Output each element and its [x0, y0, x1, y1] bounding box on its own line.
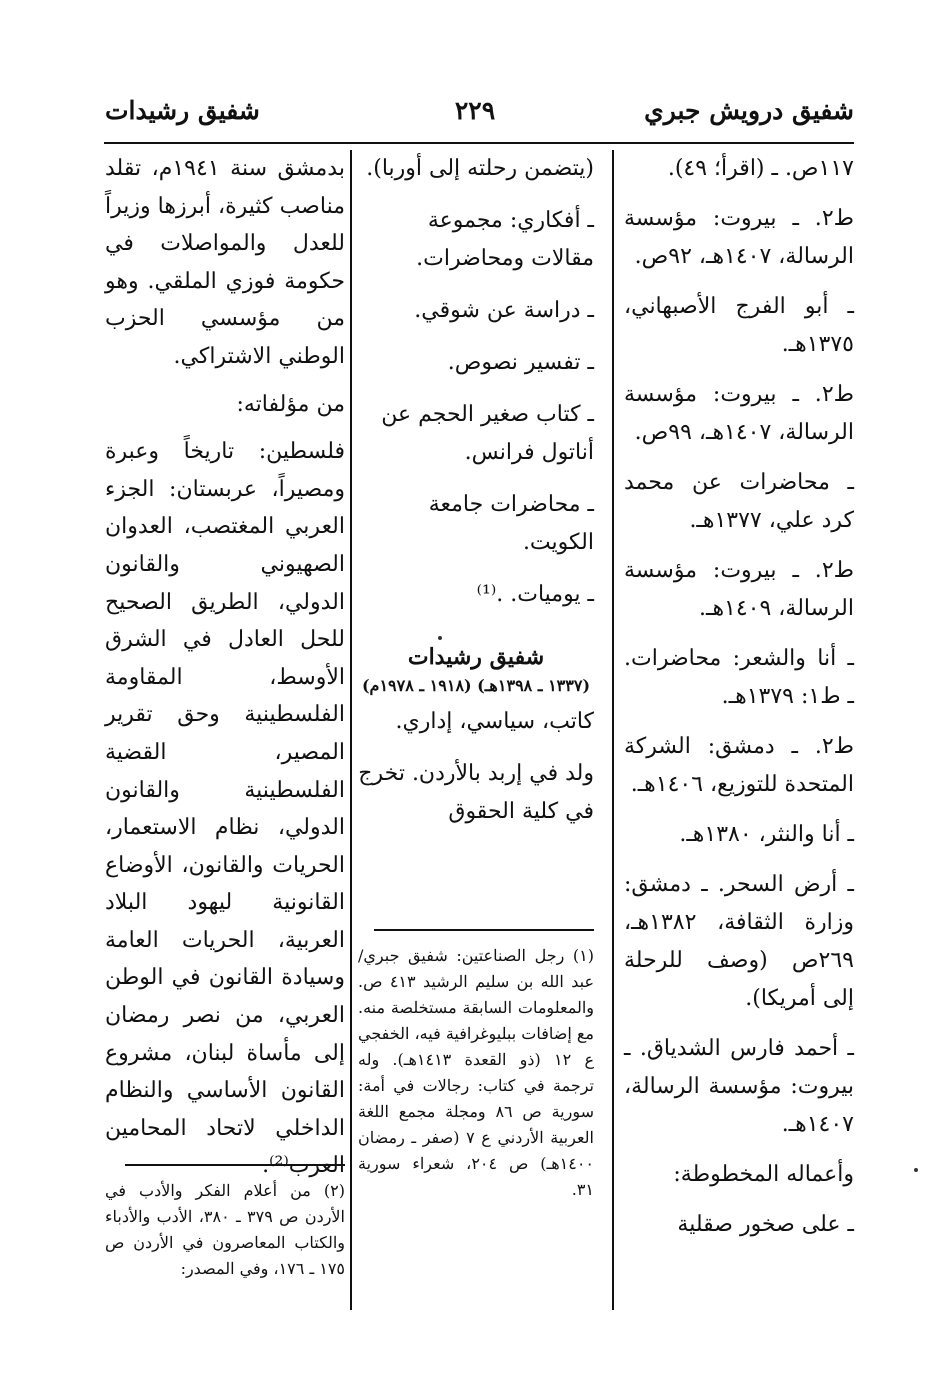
biography-title: شفيق رشيدات — [407, 644, 545, 670]
bib-entry: ـ أنا والشعر: محاضرات. ـ ط١: ١٣٧٩هـ. — [624, 646, 854, 709]
running-header-right: شفيق درويش جبري — [644, 96, 854, 125]
middle-footnote-block — [358, 915, 594, 1203]
scan-speck — [438, 636, 442, 640]
bib-entry: ـ محاضرات عن محمد كرد علي، ١٣٧٧هـ. — [624, 470, 854, 533]
bib-entry: ـ أبو الفرج الأصبهاني، ١٣٧٥هـ. — [624, 294, 854, 357]
biography-paragraph: بدمشق سنة ١٩٤١م، تقلد مناصب كثيرة، أبرزها وزيراً للعدل والمواصلات في حكومة فوزي الملقي. وهو من مؤسسي الحزب الوطني الاشتراكي. — [105, 156, 345, 369]
bib-entry: (يتضمن رحلته إلى أوربا). — [366, 156, 594, 181]
bib-entry: ـ أفكاري: مجموعة مقالات ومحاضرات. — [416, 208, 594, 271]
bib-entry: ط٢. ـ دمشق: الشركة المتحدة للتوزيع، ١٤٠٦هـ. — [624, 734, 854, 797]
bib-entry: ـ كتاب صغير الحجم عن أناتول فرانس. — [381, 402, 594, 465]
running-header-left: شفيق رشيدات — [105, 96, 260, 125]
bib-entry: ط٢. ـ بيروت: مؤسسة الرسالة، ١٤٠٧هـ، ٩٢ص. — [624, 206, 854, 269]
bib-entry: ١١٧ص. ـ (اقرأ؛ ٤٩). — [667, 156, 854, 181]
page-number: ٢٢٩ — [454, 96, 496, 125]
works-list: فلسطين: تاريخاً وعبرة ومصيراً، عربستان: الجزء العربي المغتصب، العدوان الصهيوني والقانون الدولي، الطريق الصحيح للحل العادل في الشرق الأوسط، المقاومة الفلسطينية وحق تقرير المصير، القضية الفلسطينية والقانون الدولي، نظام الاستعمار، الحريات والقانون، الأوضاع القانونية ليهود البلاد العربية، الحريات العامة وسيادة القانون في الوطن العربي، من نصر رمضان إلى مأساة لبنان، مشروع القانون الأساسي والنظام الداخلي لاتحاد المحامين العرب⁽²⁾. — [105, 439, 345, 1179]
header-rule — [104, 142, 854, 144]
bib-entry: ـ محاضرات جامعة الكويت. — [428, 492, 594, 555]
column-divider-left — [350, 150, 352, 1310]
bib-entry: ـ أحمد فارس الشدياق. ـ بيروت: مؤسسة الرسالة، ١٤٠٧هـ. — [624, 1036, 854, 1137]
left-footnote-block — [105, 1150, 345, 1282]
bib-entry: ـ أنا والنثر، ١٣٨٠هـ. — [679, 822, 854, 847]
bib-entry: ـ دراسة عن شوقي. — [414, 298, 594, 323]
bib-entry: ط٢. ـ بيروت: مؤسسة الرسالة، ١٤٠٩هـ. — [624, 558, 854, 621]
left-column — [105, 150, 345, 1195]
bib-entry: ـ يوميات. .⁽¹⁾ — [476, 582, 594, 607]
right-column — [624, 150, 854, 1256]
bib-entry: ـ على صخور صقلية — [677, 1212, 854, 1237]
footnote-rule — [125, 1164, 345, 1166]
footnote-rule — [374, 929, 594, 931]
bib-entry: ـ أرض السحر. ـ دمشق: وزارة الثقافة، ١٣٨٢هـ، ٢٦٩ص (وصف للرحلة إلى أمريكا). — [624, 872, 854, 1011]
column-divider-right — [612, 150, 614, 1310]
biography-paragraph: ولد في إربد بالأردن. تخرج في كلية الحقوق — [358, 761, 594, 824]
section-heading: وأعماله المخطوطة: — [673, 1162, 854, 1187]
footnote-2: (٢) من أعلام الفكر والأدب في الأردن ص ٣٧٩ ـ ٣٨٠، الأدب والأدباء والكتاب المعاصرون في الأردن ص ١٧٥ ـ ١٧٦، وفي المصدر: — [105, 1181, 346, 1278]
works-heading: من مؤلفاته: — [236, 391, 345, 417]
bib-entry: ـ تفسير نصوص. — [447, 350, 594, 375]
biography-paragraph: كاتب، سياسي، إداري. — [395, 709, 594, 734]
scan-speck — [914, 1168, 918, 1172]
footnote-1: (١) رجل الصناعتين: شفيق جبري/ عبد الله بن سليم الرشيد ٤١٣ ص. والمعلومات السابقة مستخلصة منه. مع إضافات ببليوغرافية فيه، الخفجي ع ١٢ (ذو القعدة ١٤١٣هـ). وله ترجمة في كتاب: رجالات في أمة: سورية ص ٨٦ ومجلة مجمع اللغة العربية الأردني ع ٧ (صفر ـ رمضان ١٤٠٠هـ) ص ٢٠٤، شعراء سورية ٣١. — [358, 946, 595, 1199]
bib-entry: ط٢. ـ بيروت: مؤسسة الرسالة، ١٤٠٧هـ، ٩٩ص. — [624, 382, 854, 445]
biography-dates: (١٣٣٧ ـ ١٣٩٨هـ) (١٩١٨ ـ ١٩٧٨م) — [361, 676, 591, 695]
middle-column — [358, 150, 594, 845]
